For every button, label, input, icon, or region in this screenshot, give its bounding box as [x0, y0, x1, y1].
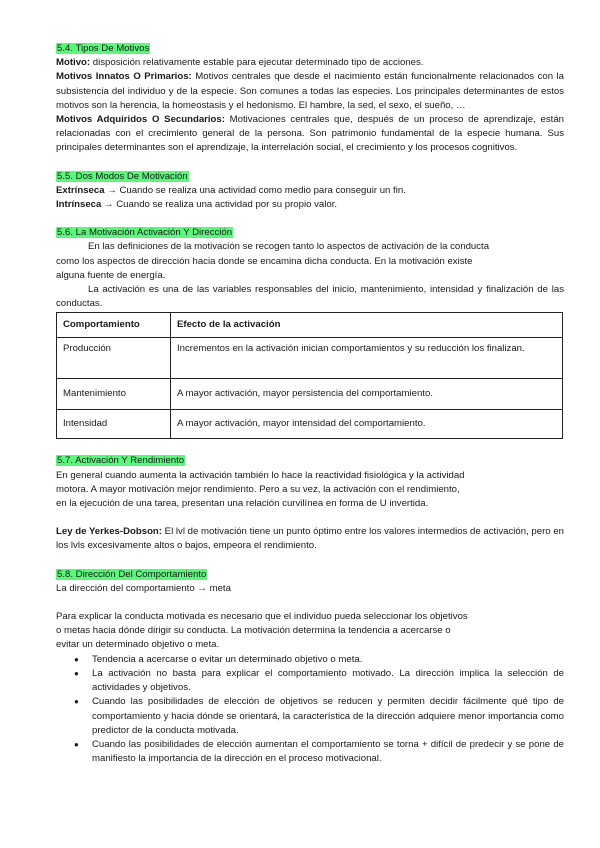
table-cell: Incrementos en la activación inician comportamientos y su reducción los finalizan. [171, 338, 563, 379]
section-5-7 [56, 454, 564, 468]
intrinseca-line [56, 198, 564, 212]
heading-5-7: 5.7. Activación Y Rendimiento [57, 455, 185, 467]
s56-p1-line1: En las definiciones de la motivación se recogen tanto lo aspectos de activación de la conducta [88, 241, 490, 253]
activation-table [56, 312, 563, 439]
table-header-comportamiento: Comportamiento [57, 313, 171, 338]
heading-5-4: 5.4. Tipos De Motivos [57, 43, 150, 54]
s57-line1: En general cuando aumenta la activación también lo hace la reactividad fisiológica y la actividad [56, 469, 465, 481]
section-5-6 [56, 226, 564, 240]
s56-p2: La activación es una de las variables responsables del inicio, mantenimiento, intensidad y finalización de las conductas. [56, 284, 564, 310]
heading-5-5: 5.5. Dos Modos De Motivación [57, 170, 188, 182]
table-cell: Producción [57, 338, 171, 379]
yerkes-dobson-paragraph [56, 525, 564, 553]
extrinseca-text: → Cuando se realiza una actividad como medio para conseguir un fin. [104, 184, 406, 196]
s58-p-line1: Para explicar la conducta motivada es necesario que el individuo pueda seleccionar los objetivos [56, 611, 468, 623]
heading-5-8: 5.8. Dirección Del Comportamiento [57, 568, 207, 580]
table-row [57, 338, 563, 379]
section-5-4 [56, 42, 564, 56]
table-cell: Intensidad [57, 410, 171, 439]
yerkes-term: Ley de Yerkes-Dobson: [56, 526, 162, 538]
adquiridos-text: Motivaciones centrales que, después de un proceso de aprendizaje, están relacionadas con el crecimiento general de la persona. Son patrimonio fundamental de la especie humana. Sus principales determinantes son el aprendizaje, la interrelación social, el crecimiento y los procesos cognitivos. [56, 114, 564, 154]
table-cell: Mantenimiento [57, 379, 171, 410]
list-item: ● Cuando las posibilidades de elección de objetivos se reducen y permiten decidir fácilmente qué tipo de comportamiento y hacia dónde se orientará, la característica de la dirección adquiere menor importancia como predictor de la conducta motivada. [92, 695, 564, 738]
s57-line2: motora. A mayor motivación mejor rendimiento. Pero a su vez, la activación con el rendimiento, [56, 483, 460, 495]
table-row [57, 379, 563, 410]
section-5-5 [56, 170, 564, 184]
list-item: ● Cuando las posibilidades de elección aumentan el comportamiento se torna + difícil de predecir y se pone de manifiesto la importancia de la dirección en el proceso motivacional. [92, 738, 564, 766]
motivo-term: Motivo: [56, 57, 91, 69]
adquiridos-term: Motivos Adquiridos O Secundarios: [56, 114, 225, 126]
direction-bullet-list [56, 653, 564, 767]
section-5-8 [56, 568, 564, 582]
innatos-text: Motivos centrales que desde el nacimiento están funcionalmente relacionados con la subsistencia del individuo y de la especie. Son comunes a todas las especies. Los principales determinantes de estos motivos son la herencia, la homeostasis y el hedonismo. El hambre, la sed, el sexo, el sueño, … [56, 71, 564, 111]
intrinseca-text: → Cuando se realiza una actividad por su propio valor. [101, 199, 338, 211]
innatos-paragraph [56, 70, 564, 113]
s58-line: La dirección del comportamiento → meta [56, 582, 231, 594]
s58-p-line2: o metas hacia dónde dirigir su conducta. La motivación determina la tendencia a acercarse o [56, 625, 451, 637]
innatos-term: Motivos Innatos O Primarios: [56, 71, 192, 83]
table-header-row [57, 313, 563, 338]
s56-p1-line3: alguna fuente de energía. [56, 269, 166, 281]
table-cell: A mayor activación, mayor persistencia del comportamiento. [171, 379, 563, 410]
adquiridos-paragraph [56, 113, 564, 156]
table-cell: A mayor activación, mayor intensidad del comportamiento. [171, 410, 563, 439]
list-item: ● La activación no basta para explicar el comportamiento motivado. La dirección implica la selección de actividades y objetivos. [92, 667, 564, 695]
extrinseca-line [56, 184, 564, 198]
yerkes-text: El lvl de motivación tiene un punto óptimo entre los valores intermedios de activación, pero en los lvls excesivamente altos o bajos, empeora el rendimiento. [56, 526, 564, 552]
list-item: ● Tendencia a acercarse o evitar un determinado objetivo o meta. [92, 653, 564, 667]
heading-5-6: 5.6. La Motivación Activación Y Dirección [57, 227, 233, 239]
s57-line3: en la ejecución de una tarea, presentan una relación curvilínea en forma de U invertida. [56, 498, 429, 510]
table-header-efecto: Efecto de la activación [171, 313, 563, 338]
s58-p-line3: evitar un determinado objetivo o meta. [56, 639, 220, 651]
motivo-definition [56, 56, 564, 70]
motivo-text: disposición relativamente estable para ejecutar determinado tipo de acciones. [90, 57, 424, 69]
extrinseca-term: Extrínseca [56, 184, 105, 196]
intrinseca-term: Intrínseca [56, 199, 102, 211]
table-row [57, 410, 563, 439]
s56-p1-line2: como los aspectos de dirección hacia donde se encamina dicha conducta. En la motivación existe [56, 255, 473, 267]
